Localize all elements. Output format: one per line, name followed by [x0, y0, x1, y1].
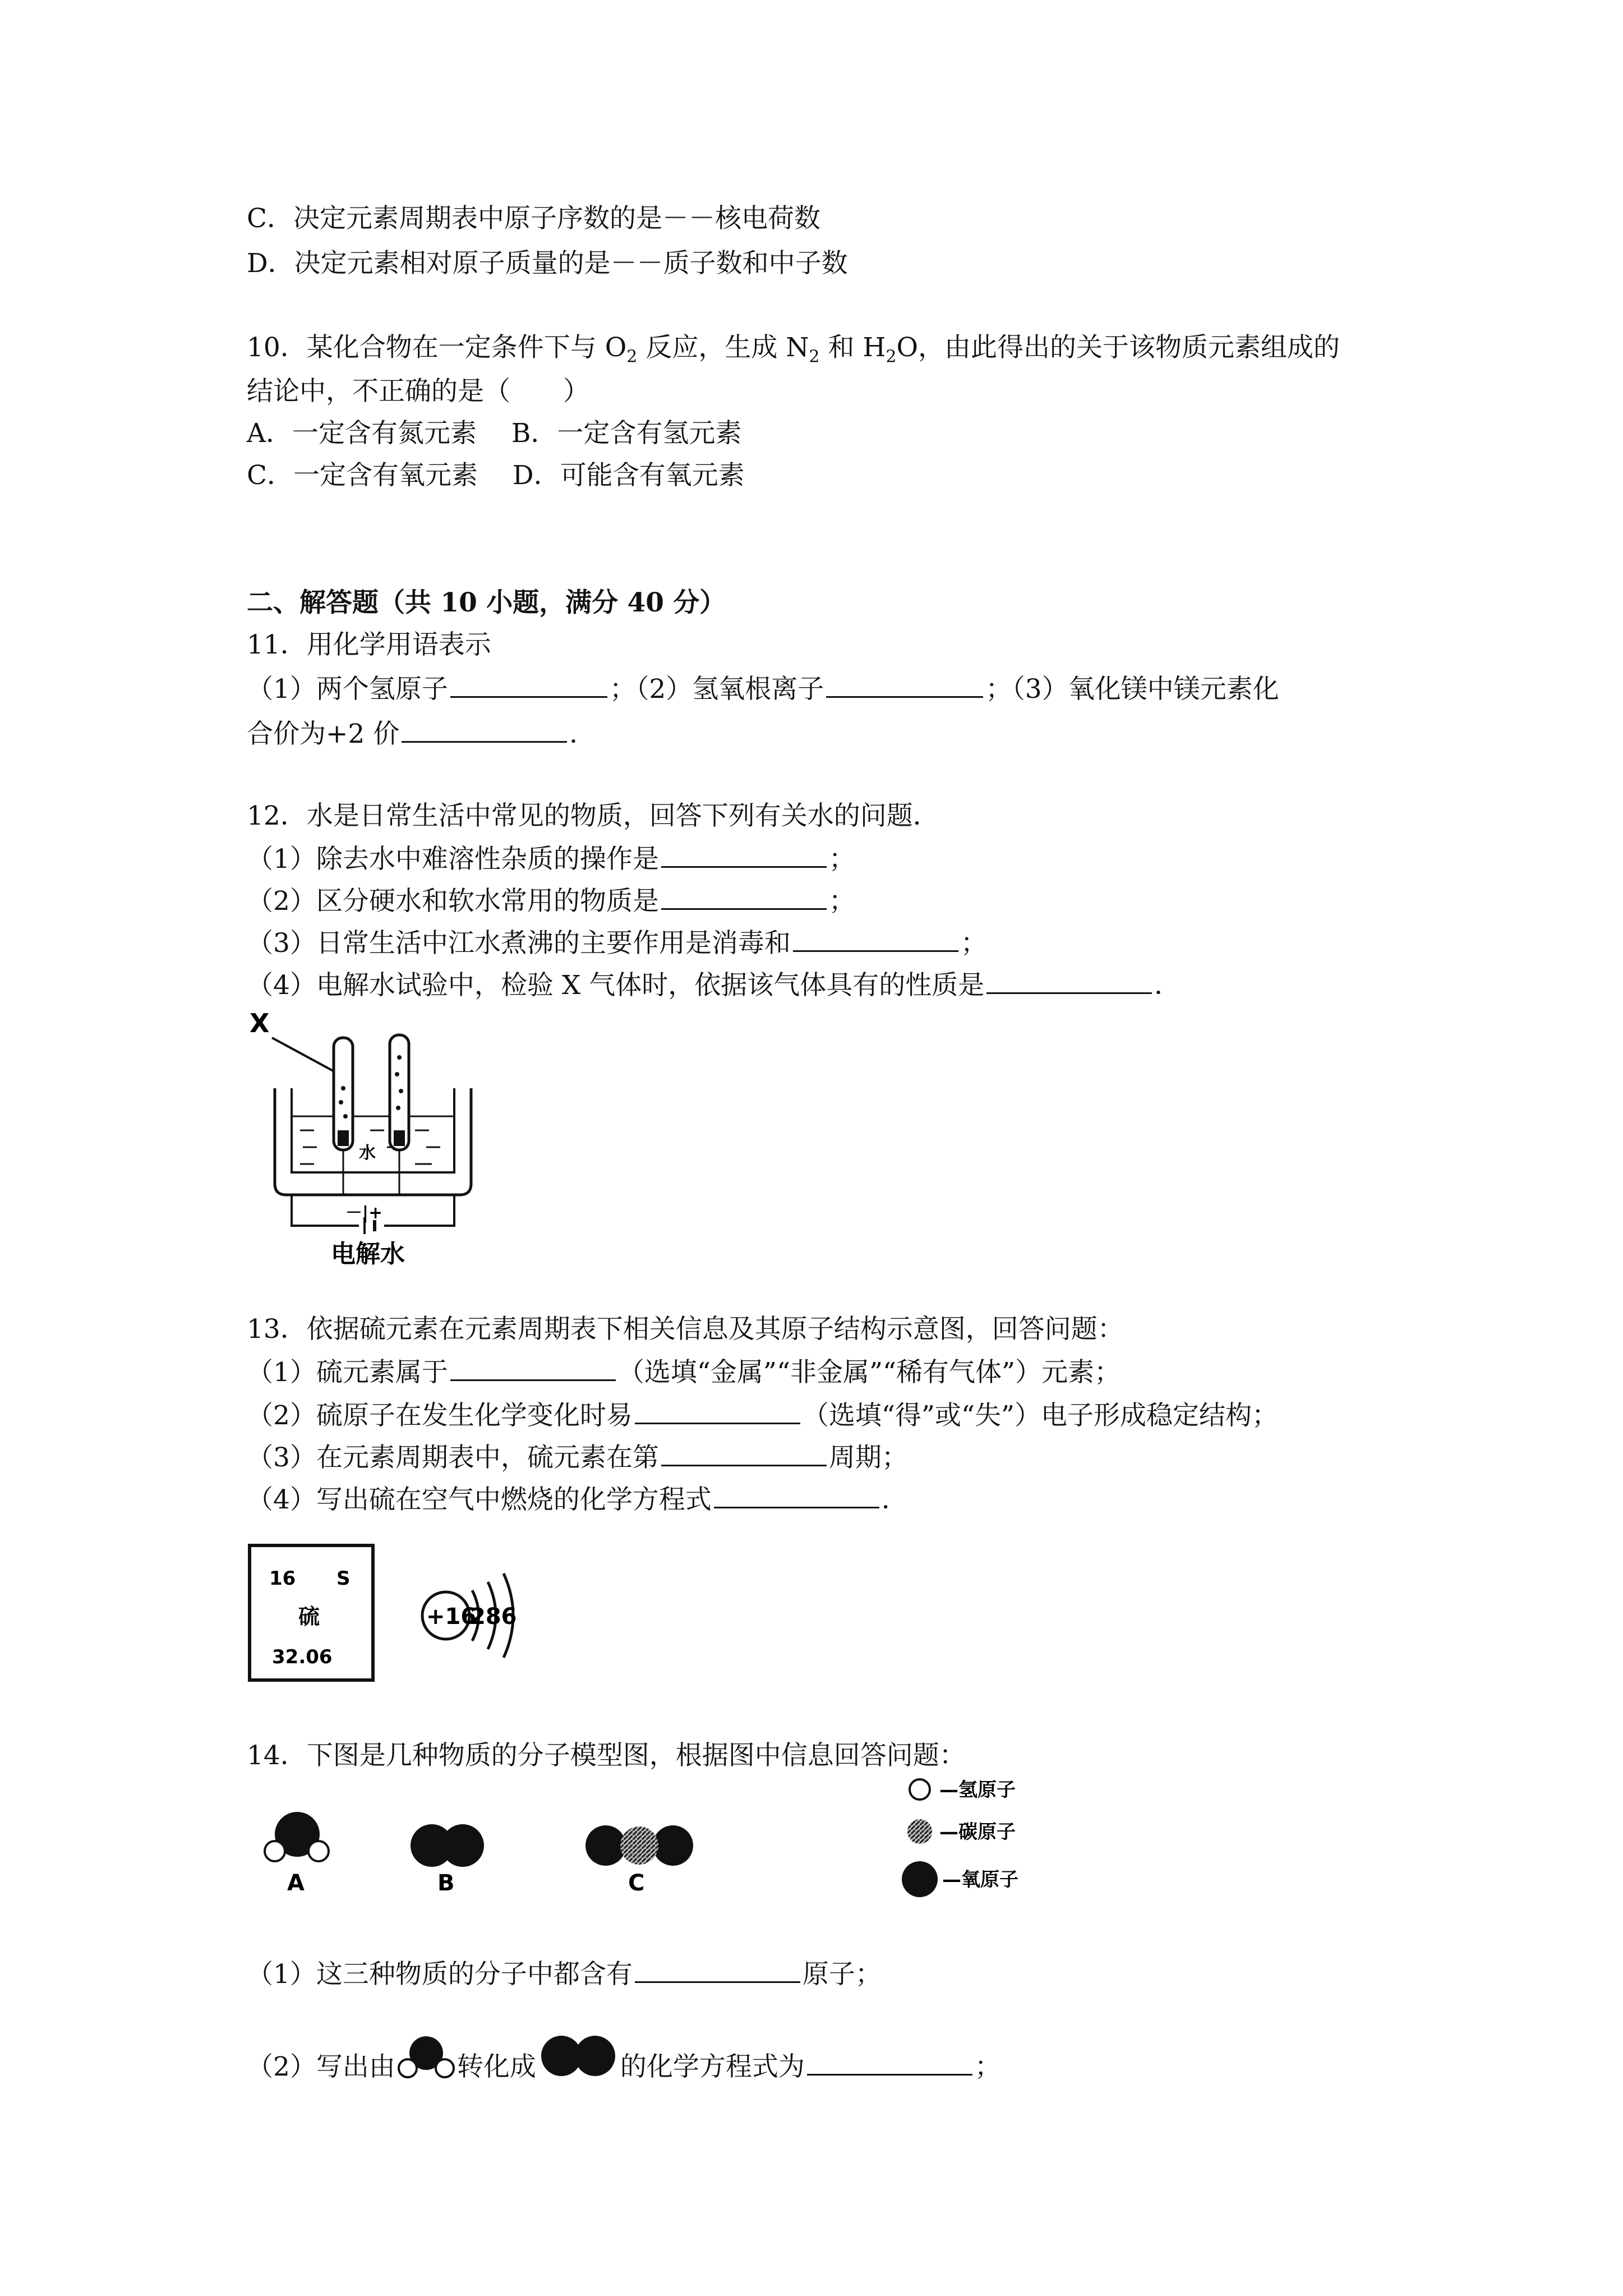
answer-blank[interactable]	[661, 884, 827, 910]
answer-blank[interactable]	[635, 1398, 800, 1424]
q14-stem: 14．下图是几种物质的分子模型图，根据图中信息回答问题：	[247, 1740, 966, 1771]
atom-structure-diagram	[409, 1559, 538, 1672]
q12-sub4: （4）电解水试验中，检验 X 气体时，依据该气体具有的性质是 ．	[247, 968, 1181, 1002]
answer-blank[interactable]	[826, 671, 983, 698]
hydrogen-atom-icon	[910, 1779, 930, 1800]
carbon-atom-icon	[907, 1819, 932, 1844]
svg-text:—氧原子: —氧原子	[942, 1869, 1018, 1891]
answer-blank[interactable]	[661, 841, 827, 868]
atom-legend	[897, 1767, 1077, 1907]
electrolysis-apparatus-diagram	[247, 1004, 494, 1268]
figure-caption: 电解水	[331, 1240, 405, 1268]
q10-options-cd: C．一定含有氧元素 D．可能含有氧元素	[247, 460, 745, 491]
electron-counts: 286	[470, 1604, 517, 1630]
element-symbol: S	[336, 1567, 351, 1590]
q9-option-c: C．决定元素周期表中原子序数的是－－核电荷数	[247, 203, 820, 234]
answer-blank[interactable]	[793, 926, 958, 952]
q10-stem-line2: 结论中，不正确的是（ ）	[247, 376, 589, 407]
q12-sub1: （1）除去水中难溶性杂质的操作是 ；	[247, 841, 855, 876]
q13-sub3: （3）在元素周期表中，硫元素在第 周期；	[247, 1440, 908, 1475]
answer-blank[interactable]	[714, 1482, 879, 1508]
gas-x-label: X	[250, 1008, 270, 1038]
answer-blank[interactable]	[661, 1440, 827, 1466]
q12-stem: 12．水是日常生活中常见的物质，回答下列有关水的问题．	[247, 800, 939, 831]
q10-stem: 10．某化合物在一定条件下与 $O_2$ 反应，生成 $N_2$ 和 $H_2O$，由此得出的关于该物质元素组成的	[247, 332, 1340, 367]
battery-polarity: －|+	[345, 1203, 383, 1223]
atomic-mass: 32.06	[272, 1646, 333, 1668]
molecule-a	[265, 1812, 329, 1896]
nucleus-charge: +16	[426, 1604, 477, 1630]
atomic-number: 16	[269, 1567, 296, 1590]
answer-blank[interactable]	[450, 671, 607, 698]
q10-options-ab: A．一定含有氮元素 B．一定含有氢元素	[247, 418, 742, 449]
answer-blank[interactable]	[450, 1355, 616, 1381]
section-heading: 二、解答题（共 10 小题，满分 40 分）	[247, 587, 726, 618]
molecule-label-b: B	[437, 1870, 455, 1896]
water-molecule-icon	[395, 2033, 457, 2084]
water-label: 水	[359, 1143, 376, 1163]
q12-sub2: （2）区分硬水和软水常用的物质是 ；	[247, 884, 855, 918]
q13-stem: 13．依据硫元素在元素周期表下相关信息及其原子结构示意图，回答问题：	[247, 1314, 1124, 1345]
q14-sub2: （2）写出由 转化成 的化学方程式为 ；	[247, 2033, 1001, 2084]
q11-stem: 11．用化学用语表示	[247, 629, 491, 660]
q11-line1: （1）两个氢原子 ；（2）氢氧根离子 ；（3）氧化镁中镁元素化	[247, 671, 1279, 706]
answer-blank[interactable]	[807, 2049, 972, 2076]
electrolysis-figure	[247, 1004, 494, 1268]
q13-sub1: （1）硫元素属于 （选填“金属”“非金属”“稀有气体”）元素；	[247, 1355, 1121, 1389]
molecule-label-c: C	[628, 1870, 645, 1896]
oxygen-atom-icon	[902, 1861, 938, 1897]
molecule-label-a: A	[287, 1870, 305, 1896]
answer-blank[interactable]	[402, 716, 567, 743]
q13-sub2: （2）硫原子在发生化学变化时易 （选填“得”或“失”）电子形成稳定结构；	[247, 1398, 1278, 1433]
q11-line2: 合价为+2 价 ．	[247, 716, 596, 751]
answer-blank[interactable]	[986, 968, 1152, 994]
svg-text:—氢原子: —氢原子	[939, 1779, 1016, 1801]
answer-blank[interactable]	[635, 1957, 800, 1983]
q12-sub3: （3）日常生活中江水煮沸的主要作用是消毒和 ；	[247, 926, 987, 960]
q13-sub4: （4）写出硫在空气中燃烧的化学方程式 ．	[247, 1482, 908, 1517]
element-card-sulfur	[247, 1543, 376, 1683]
q9-option-d: D．决定元素相对原子质量的是－－质子数和中子数	[247, 248, 848, 279]
molecule-models-figure	[247, 1795, 808, 1896]
q14-sub1: （1）这三种物质的分子中都含有 原子；	[247, 1957, 882, 1991]
molecule-b	[411, 1824, 484, 1896]
element-name: 硫	[298, 1604, 320, 1629]
molecule-c	[585, 1825, 693, 1896]
svg-text:—碳原子: —碳原子	[939, 1821, 1016, 1843]
oxygen-molecule-icon	[536, 2033, 620, 2084]
